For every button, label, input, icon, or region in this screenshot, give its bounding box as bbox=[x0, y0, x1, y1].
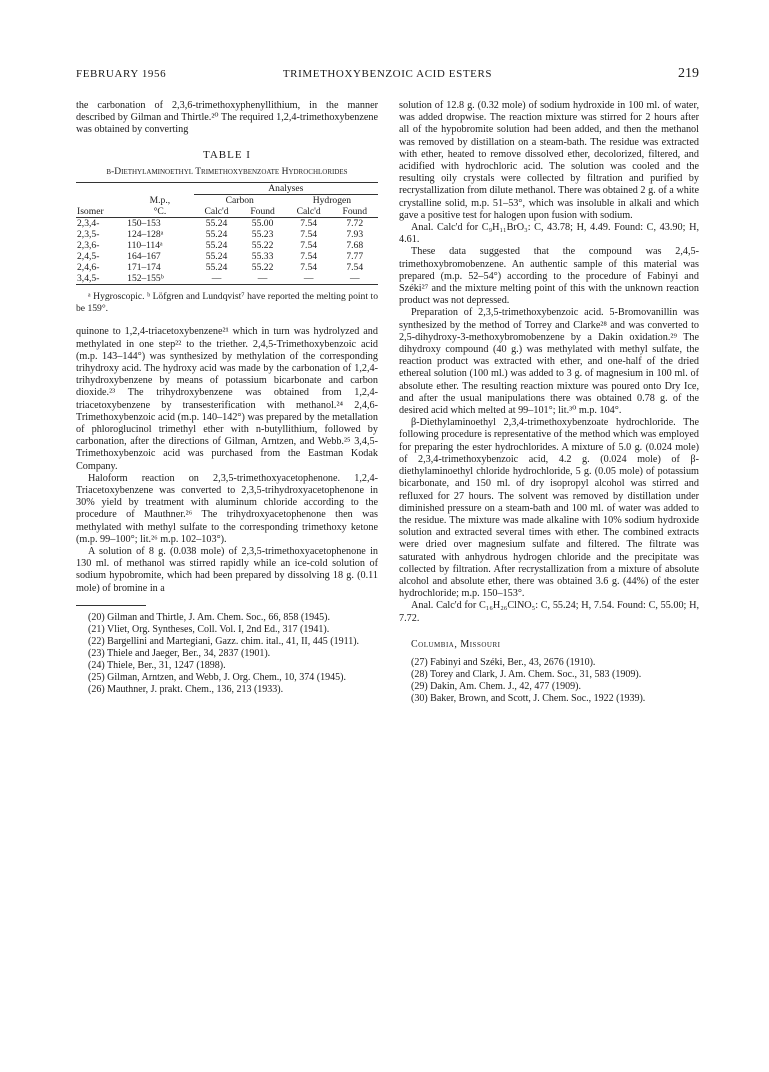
header-hydrogen: Hydrogen bbox=[312, 195, 352, 207]
header-mp: M.p., bbox=[149, 195, 171, 207]
reference-item: (21) Vliet, Org. Syntheses, Coll. Vol. I, 2nd Ed., 317 (1941). bbox=[88, 623, 330, 635]
table-row: 3,4,5- 152–155ᵇ — — — — bbox=[76, 273, 378, 285]
table-1 bbox=[76, 149, 378, 315]
paragraph: These data suggested that the compound was 2,4,5-trimethoxybromobenzene. An authentic sample of this material was prepared (m.p. 52–54°) according to the procedure of Fabinyi and Széki²⁷ and the mixture melting point of this with the unknown reaction product was not depressed. bbox=[399, 246, 699, 307]
paragraph: quinone to 1,2,4-triacetoxybenzene²¹ which in turn was hydrolyzed and methylated in one step²² to the triether. 2,4,5-Trimethoxybenzoic acid (m.p. 143–144°) was synthesized by methylation of the corresponding trihydroxy acid. The hydroxy acid was made by the carbonation of 1,2,4-trihydroxybenzene by means of potassium bicarbonate and carbon dioxide.²³ The trihydroxybenzene was obtained from 1,2,4-triacetoxybenzene by transesterification with methanol.²⁴ 2,4,6-Trimethoxybenzoic acid (m.p. 140–142°) was prepared by the metallation of phloroglucinol trimethyl ether with n-butyllithium, followed by carbonation, after the directions of Gilman, Arntzen, and Webb.²⁵ 3,4,5-Trimethoxybenzoic acid was purchased from the Eastman Kodak Company. bbox=[76, 326, 378, 472]
header-mp-unit: °C. bbox=[126, 206, 194, 218]
paragraph: solution of 12.8 g. (0.32 mole) of sodium hydroxide in 100 ml. of water, was added dropwise. The reaction mixture was stirred for 2 hours after all of the hypobromite solution had been added, and then the methanol was removed by distillation on a steam-bath. The residue was extracted with ether, heated to remove dissolved ether, decolorized, filtered, and acidified with hydrochloric acid. The solution was cooled and the resulting oily crystals were collected by filtration and purified by recrystallization from dilute methanol. There was obtained 2 g. of a white crystalline solid, m.p. 51–53°, which was insoluble in alkali and which gave a positive test for halogen upon fusion with sodium. bbox=[399, 100, 699, 221]
analysis-paragraph: Anal. Calc'd for C₁₆H₂₆ClNO₅: C, 55.24; H, 7.54. Found: C, 55.00; H, 7.72. bbox=[399, 600, 699, 624]
paragraph: A solution of 8 g. (0.038 mole) of 2,3,5-trimethoxyacetophenone in 130 ml. of methanol was stirred rapidly while an ice-cold solution of sodium hypobromite, which had been prepared by dissolving 18 g. (0.11 mole) of bromine in a bbox=[76, 545, 378, 594]
references-right bbox=[399, 657, 699, 705]
issue-date: FEBRUARY 1956 bbox=[76, 68, 167, 80]
paragraph: Preparation of 2,3,5-trimethoxybenzoic acid. 5-Bromovanillin was synthesized by the method of Torrey and Clarke²⁸ and was converted to 2,5-dihydroxy-3-methoxybromobenzene by a Dakin oxidation.²⁹ The dihydroxy compound (40 g.) was methylated with methyl sulfate, the reaction product was extracted with ether, and one-half of the dried ethereal solution (100 ml.) was added to 3 g. of magnesium in 100 ml. of absolute ether. The resulting reaction mixture was poured onto Dry Ice, and after the usual manipulations there was obtained 0.78 g. of the desired acid which melted at 99–101°; lit.³⁰ m.p. 104°. bbox=[399, 307, 699, 417]
paragraph: Haloform reaction on 2,3,5-trimethoxyacetophenone. 1,2,4-Triacetoxybenzene was converted to 2,3,5-trihydroxyacetophenone in 30% yield by treatment with aluminum chloride according to the procedure of Mauthner.²⁶ The trihydroxyacetophenone then was methylated with methyl sulfate to the corresponding trimethoxy ketone (m.p. 99–100°; lit.²⁶ m.p. 102–103°). bbox=[76, 472, 378, 545]
reference-item: (23) Thiele and Jaeger, Ber., 34, 2837 (1901). bbox=[88, 647, 271, 659]
references-left bbox=[76, 612, 378, 696]
article-running-title: TRIMETHOXYBENZOIC ACID ESTERS bbox=[282, 68, 493, 80]
table-row: 2,4,6- 171–174 55.24 55.22 7.54 7.54 bbox=[77, 262, 364, 274]
reference-item: (20) Gilman and Thirtle, J. Am. Chem. Soc., 66, 858 (1945). bbox=[88, 611, 331, 623]
left-column bbox=[76, 100, 378, 696]
table-row: 2,3,6- 110–114ᵃ 55.24 55.22 7.54 7.68 bbox=[77, 240, 364, 252]
table-footnote: ᵃ Hygroscopic. ᵇ Löfgren and Lundqvist⁷ have reported the melting point to be 159°. bbox=[76, 291, 378, 314]
reference-item: (26) Mauthner, J. prakt. Chem., 136, 213 (1933). bbox=[88, 683, 284, 695]
table-row: 2,4,5- 164–167 55.24 55.33 7.54 7.77 bbox=[77, 251, 364, 263]
reference-item: (25) Gilman, Arntzen, and Webb, J. Org. Chem., 10, 374 (1945). bbox=[88, 671, 346, 683]
reference-item: (27) Fabinyi and Széki, Ber., 43, 2676 (1910). bbox=[411, 656, 596, 668]
header-found: Found bbox=[332, 206, 379, 218]
paragraph: β-Diethylaminoethyl 2,3,4-trimethoxybenzoate hydrochloride. The following procedure is representative of the method which was employed for preparing the ester hydrochlorides. A mixture of 5.0 g. (0.024 mole) of 2,3,4-trimethoxybenzoic acid, 4.2 g. (0.024 mole) of β-diethylaminoethyl chloride hydrochloride, 5 g. (0.05 mole) of potassium bicarbonate, and 150 ml. of dry isopropyl alcohol was stirred and refluxed for 27 hours. The solvent was removed by distillation under diminished pressure on a steam-bath and 100 ml. of water was added to the residue. The mixture was made alkaline with 10% sodium hydroxide solution and extracted several times with ether. The combined extracts were dried over magnesium sulfate and filtered. The filtrate was saturated with anhydrous hydrogen chloride and the precipitate was collected by filtration. After recrystallization from a mixture of absolute alcohol and absolute ether, there was obtained 3.6 g. (44%) of the ester hydrochloride; m.p. 150–153°. bbox=[399, 417, 699, 600]
analysis-table bbox=[76, 182, 378, 285]
running-head bbox=[76, 68, 699, 84]
header-isomer: Isomer bbox=[76, 206, 126, 218]
paragraph: the carbonation of 2,3,6-trimethoxyphenyllithium, in the manner described by Gilman and Thirtle.²⁰ The required 1,2,4-trimethoxybenzene was obtained by converting bbox=[76, 100, 378, 136]
reference-item: (24) Thiele, Ber., 31, 1247 (1898). bbox=[88, 659, 226, 671]
table-title: β-Diethylaminoethyl Trimethoxybenzoate Hydrochlorides bbox=[106, 166, 348, 177]
location-signoff: Columbia, Missouri bbox=[411, 638, 501, 650]
table-caption: TABLE I bbox=[203, 148, 251, 161]
reference-item: (30) Baker, Brown, and Scott, J. Chem. Soc., 1922 (1939). bbox=[411, 692, 646, 704]
header-calcd: Calc'd bbox=[194, 206, 240, 218]
table-row: 2,3,5- 124–128ᵃ 55.24 55.23 7.54 7.93 bbox=[77, 229, 364, 241]
header-calcd: Calc'd bbox=[286, 206, 332, 218]
right-column bbox=[399, 100, 699, 705]
table-row: 2,3,4- 150–153 55.24 55.00 7.54 7.72 bbox=[77, 218, 364, 230]
page-number: 219 bbox=[678, 66, 699, 81]
header-carbon: Carbon bbox=[225, 195, 254, 207]
reference-item: (29) Dakin, Am. Chem. J., 42, 477 (1909). bbox=[411, 680, 581, 692]
reference-item: (28) Torey and Clark, J. Am. Chem. Soc., 31, 583 (1909). bbox=[411, 668, 642, 680]
reference-item: (22) Bargellini and Martegiani, Gazz. chim. ital., 41, II, 445 (1911). bbox=[88, 635, 360, 647]
header-found: Found bbox=[239, 206, 285, 218]
analysis-paragraph: Anal. Calc'd for C₉H₁₁BrO₃: C, 43.78; H, 4.49. Found: C, 43.90; H, 4.61. bbox=[399, 222, 699, 246]
header-analyses: Analyses bbox=[194, 183, 378, 195]
footnote-divider bbox=[76, 605, 146, 606]
